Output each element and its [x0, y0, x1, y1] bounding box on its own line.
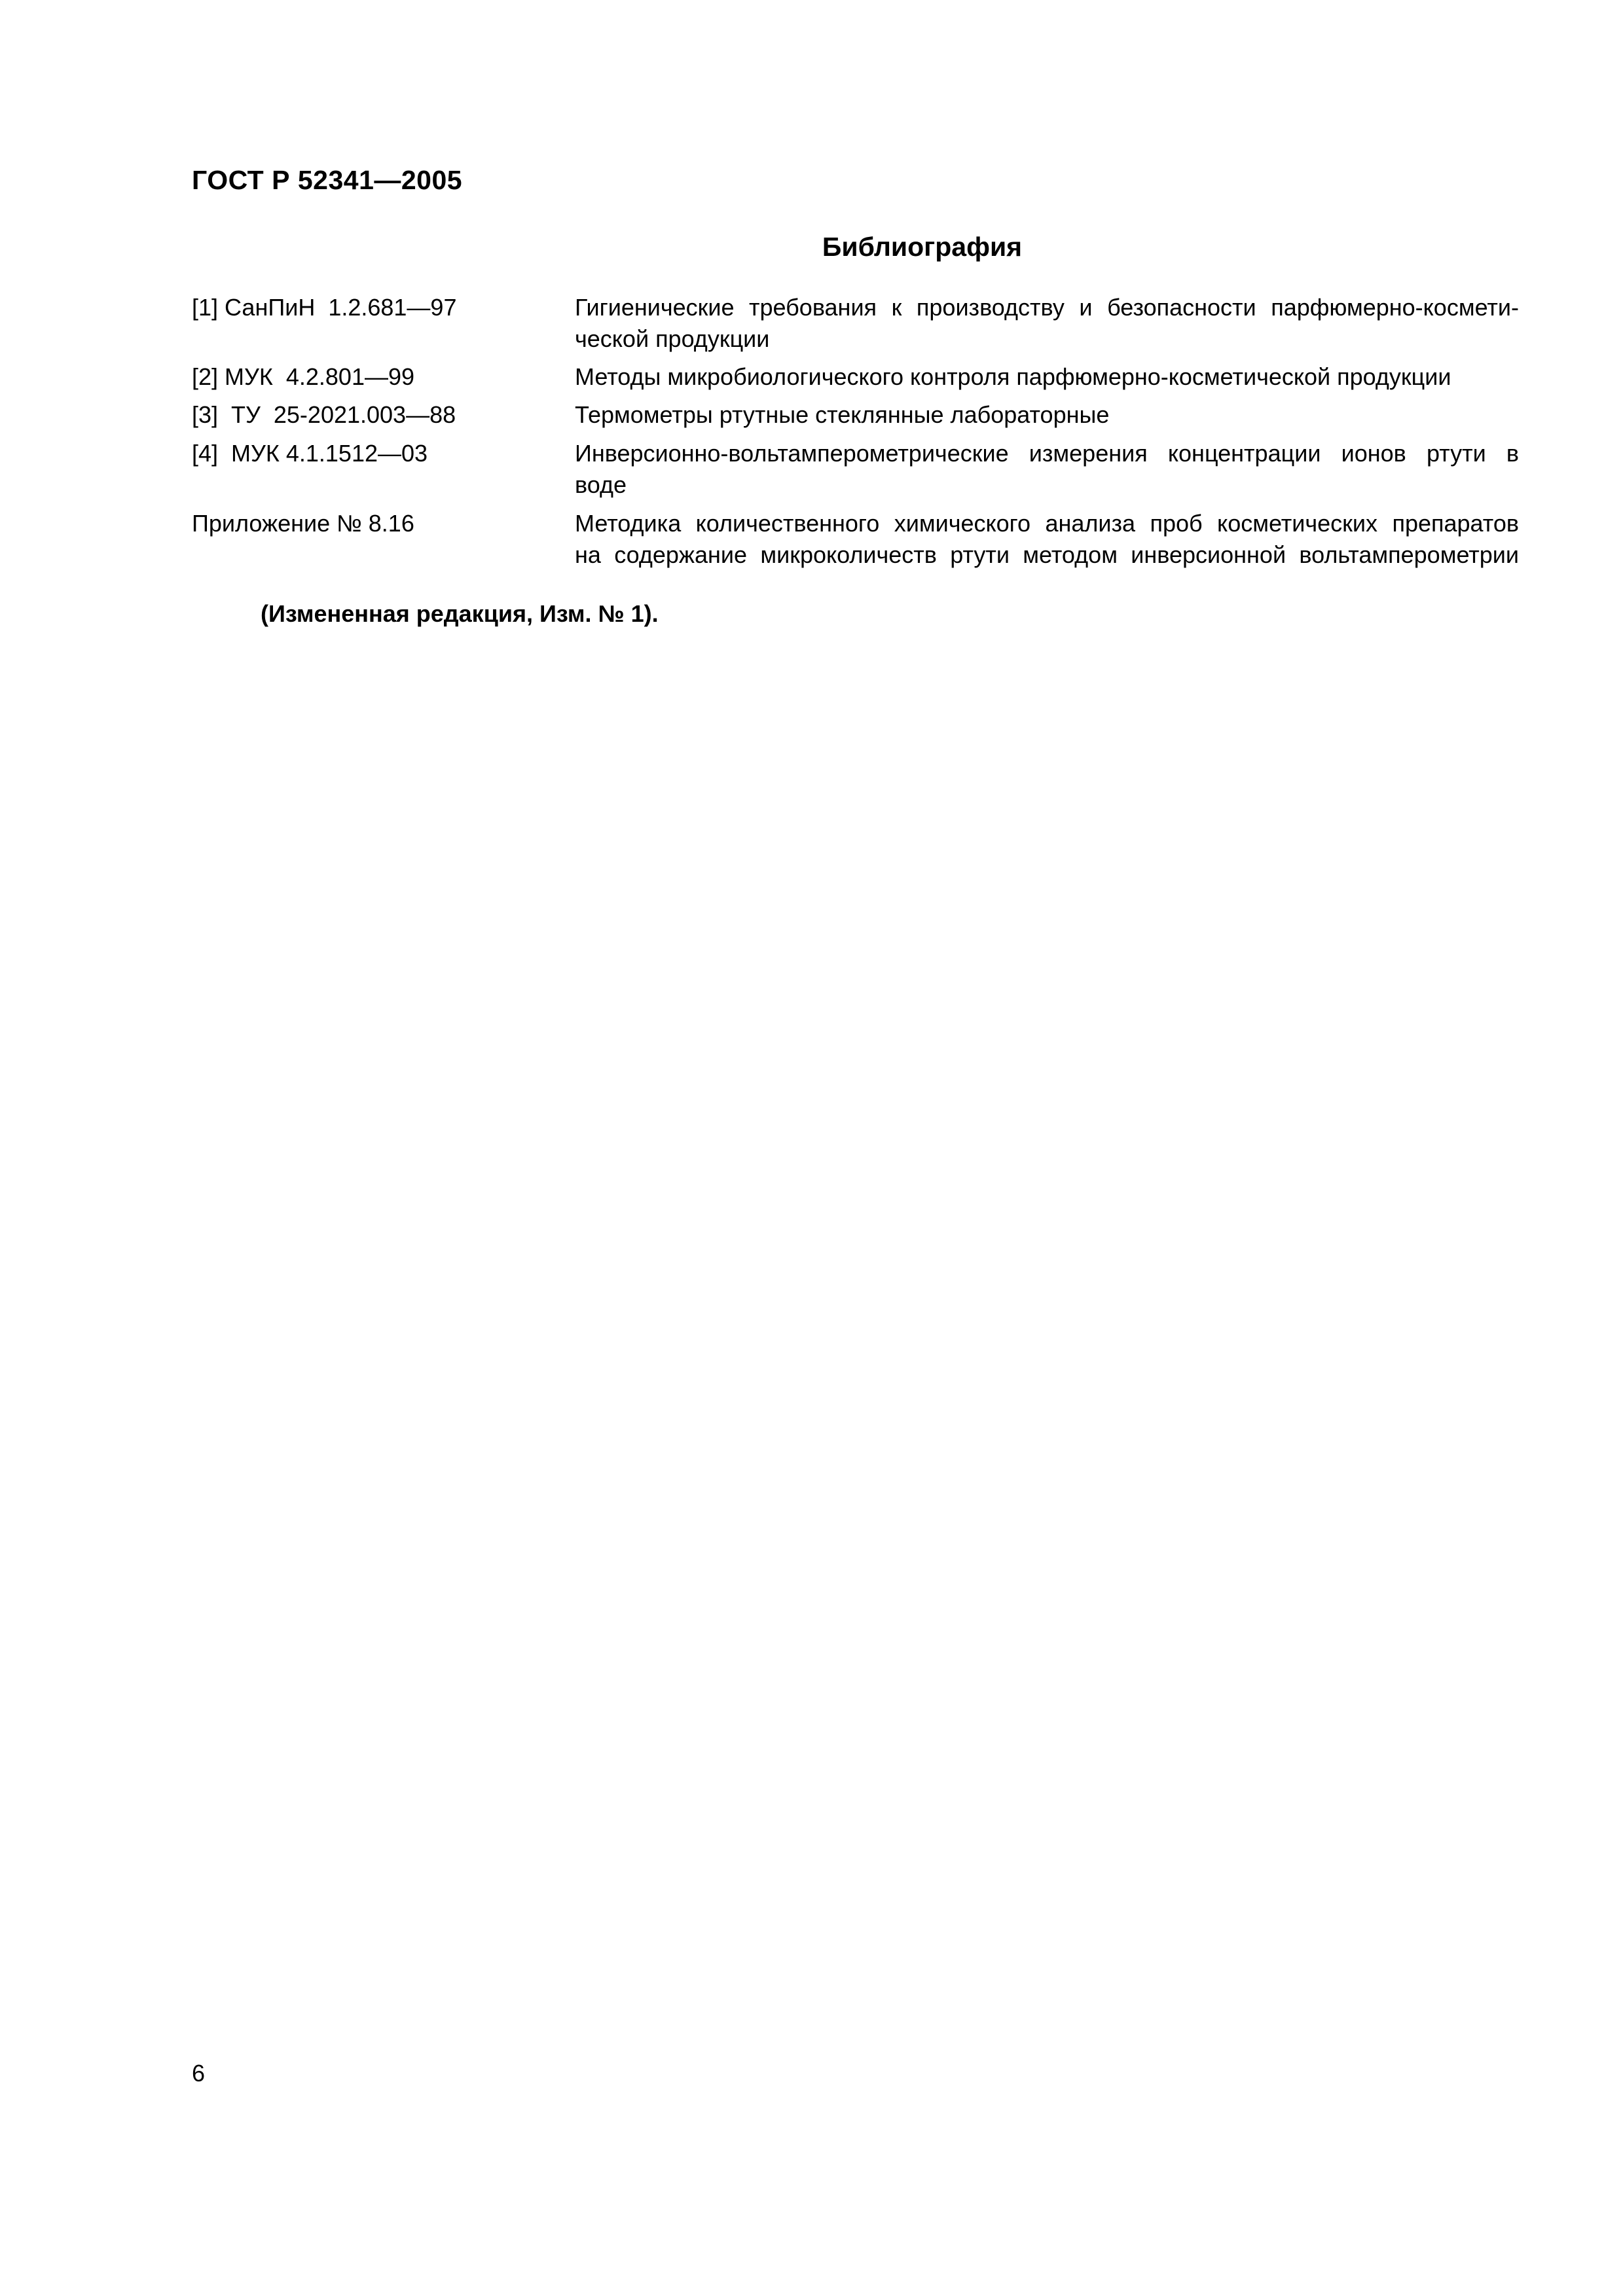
- section-title: Библиография: [822, 232, 1023, 262]
- description-line: Инверсионно-вольтамперометрические измерения концентрации ионов ртути в: [575, 440, 1519, 467]
- bibliography-entry: [192, 399, 1519, 431]
- document-code-header: ГОСТ Р 52341—2005: [192, 165, 463, 195]
- page-number: 6: [192, 2060, 206, 2087]
- description-line: Гигиенические требования к производству и безопасности парфюмерно-космети-: [575, 294, 1519, 321]
- description-line: Методы микробиологического контроля парфюмерно-косметической продукции: [575, 363, 1451, 390]
- amendment-note: (Измененная редакция, Изм. № 1).: [261, 600, 659, 627]
- description-line: воде: [575, 471, 627, 498]
- bibliography-entry: [192, 438, 1519, 501]
- bibliography-reference: [4] МУК 4.1.1512—03: [192, 440, 428, 467]
- bibliography-description: [575, 399, 1519, 431]
- bibliography-description: [575, 438, 1519, 501]
- bibliography-reference: [1] СанПиН 1.2.681—97: [192, 294, 457, 321]
- description-line: ческой продукции: [575, 325, 770, 352]
- bibliography-description: [575, 292, 1519, 355]
- bibliography-reference: Приложение № 8.16: [192, 510, 414, 537]
- bibliography-reference: [2] МУК 4.2.801—99: [192, 363, 415, 390]
- bibliography-entry: [192, 292, 1519, 355]
- bibliography-reference: [3] ТУ 25-2021.003—88: [192, 401, 456, 428]
- bibliography-entry: [192, 361, 1519, 393]
- description-line: Методика количественного химического анализа проб косметических препаратов: [575, 510, 1519, 537]
- description-line: Термометры ртутные стеклянные лабораторные: [575, 401, 1110, 428]
- description-line: на содержание микроколичеств ртути методом инверсионной вольтамперометрии: [575, 541, 1519, 568]
- bibliography-list: [192, 292, 1519, 571]
- bibliography-description: [575, 508, 1519, 571]
- bibliography-description: [575, 361, 1519, 393]
- bibliography-entry: [192, 508, 1519, 571]
